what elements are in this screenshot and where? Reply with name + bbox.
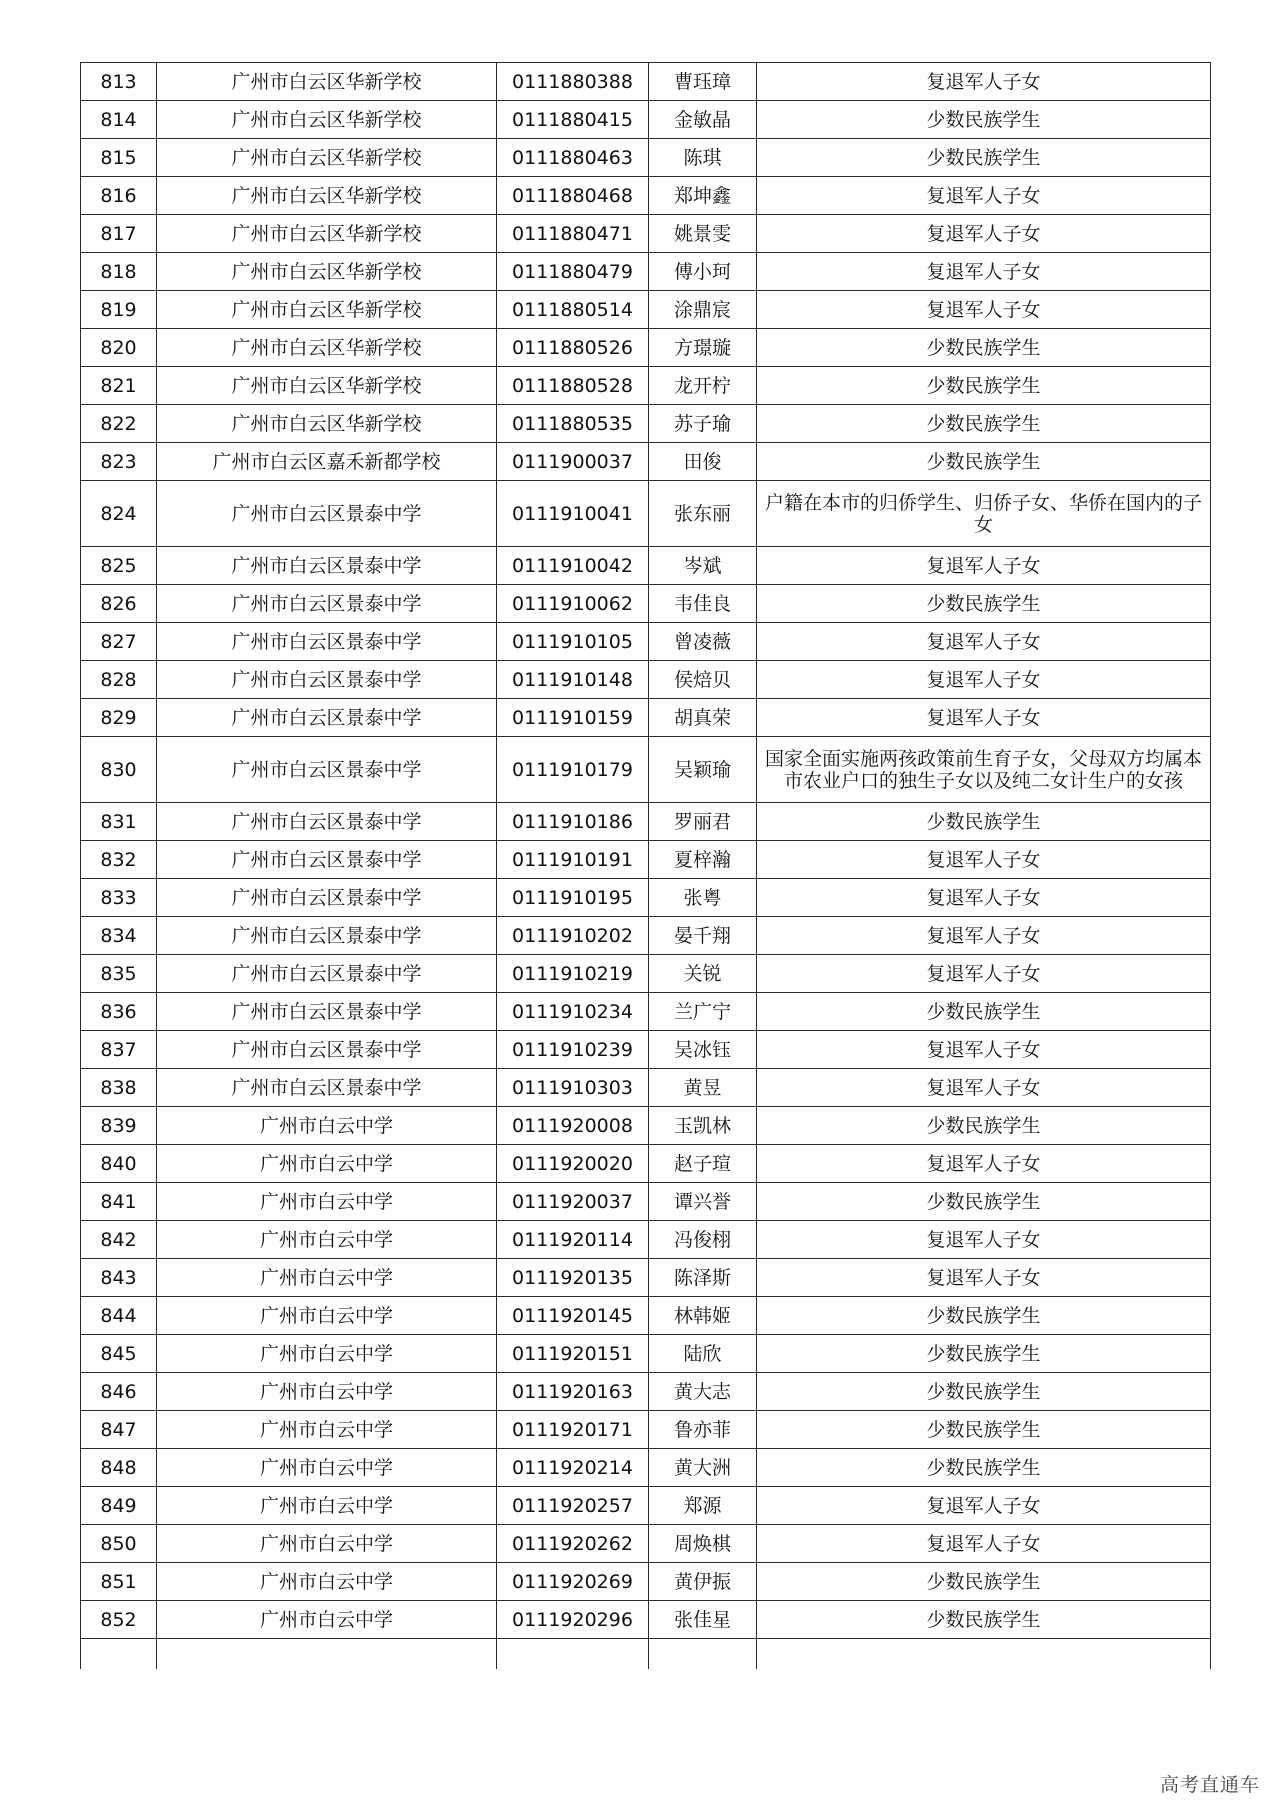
cell-student-id: 0111880528 [497,367,649,405]
cell-school: 广州市白云中学 [157,1221,497,1259]
table-row [81,803,1211,841]
cell-school: 广州市白云区华新学校 [157,253,497,291]
cell-category: 复退军人子女 [757,1259,1211,1297]
cell-student-id: 0111880479 [497,253,649,291]
cell-number: 841 [81,1183,157,1221]
cell-category: 复退军人子女 [757,291,1211,329]
cell-student-id: 0111910303 [497,1069,649,1107]
cell-name: 罗丽君 [649,803,757,841]
cell-school: 广州市白云区景泰中学 [157,803,497,841]
cell-category: 少数民族学生 [757,993,1211,1031]
cell-name: 黄大志 [649,1373,757,1411]
cell-student-id: 0111920145 [497,1297,649,1335]
table-row [81,1487,1211,1525]
cell-student-id: 0111910062 [497,585,649,623]
table-row [81,1145,1211,1183]
cell-school: 广州市白云区华新学校 [157,215,497,253]
cell-number: 819 [81,291,157,329]
cell-category: 复退军人子女 [757,1221,1211,1259]
cell-number: 838 [81,1069,157,1107]
cell-number: 830 [81,737,157,803]
cell-category: 户籍在本市的归侨学生、归侨子女、华侨在国内的子女 [757,481,1211,547]
cell-number: 815 [81,139,157,177]
cell-student-id: 0111920114 [497,1221,649,1259]
cell-number: 825 [81,547,157,585]
table-row [81,1601,1211,1639]
cell-school: 广州市白云区景泰中学 [157,737,497,803]
cell-category: 少数民族学生 [757,1449,1211,1487]
cell-number: 817 [81,215,157,253]
table-row [81,585,1211,623]
table-row [81,1411,1211,1449]
cell-school: 广州市白云中学 [157,1145,497,1183]
cell-number: 832 [81,841,157,879]
cell-empty [649,1639,757,1669]
cell-name: 胡真荣 [649,699,757,737]
table-row [81,367,1211,405]
cell-school: 广州市白云区华新学校 [157,405,497,443]
cell-category: 少数民族学生 [757,329,1211,367]
cell-student-id: 0111910191 [497,841,649,879]
cell-student-id: 0111910148 [497,661,649,699]
cell-name: 韦佳良 [649,585,757,623]
cell-name: 兰广宁 [649,993,757,1031]
table-row [81,101,1211,139]
table-body [81,63,1211,1669]
cell-school: 广州市白云区华新学校 [157,177,497,215]
cell-school: 广州市白云中学 [157,1487,497,1525]
cell-name: 金敏晶 [649,101,757,139]
table-row [81,253,1211,291]
cell-number: 828 [81,661,157,699]
table-row [81,481,1211,547]
cell-name: 鲁亦菲 [649,1411,757,1449]
cell-name: 涂鼎宸 [649,291,757,329]
cell-name: 吴冰钰 [649,1031,757,1069]
cell-name: 郑源 [649,1487,757,1525]
cell-number: 820 [81,329,157,367]
cell-number: 845 [81,1335,157,1373]
cell-student-id: 0111910042 [497,547,649,585]
cell-school: 广州市白云区景泰中学 [157,547,497,585]
table-row [81,547,1211,585]
cell-student-id: 0111910159 [497,699,649,737]
table-row [81,1449,1211,1487]
cell-number: 847 [81,1411,157,1449]
cell-number: 813 [81,63,157,101]
cell-student-id: 0111920171 [497,1411,649,1449]
cell-student-id: 0111910239 [497,1031,649,1069]
cell-category: 复退军人子女 [757,177,1211,215]
cell-category: 少数民族学生 [757,1411,1211,1449]
cell-school: 广州市白云中学 [157,1449,497,1487]
cell-student-id: 0111880415 [497,101,649,139]
cell-student-id: 0111910195 [497,879,649,917]
cell-category: 少数民族学生 [757,367,1211,405]
cell-school: 广州市白云中学 [157,1107,497,1145]
cell-name: 方璟璇 [649,329,757,367]
cell-category: 复退军人子女 [757,1487,1211,1525]
cell-category: 复退军人子女 [757,1525,1211,1563]
cell-school: 广州市白云区华新学校 [157,367,497,405]
table-row [81,841,1211,879]
cell-number: 848 [81,1449,157,1487]
cell-number: 839 [81,1107,157,1145]
table-row [81,1183,1211,1221]
cell-student-id: 0111910202 [497,917,649,955]
table-row [81,955,1211,993]
cell-category: 复退军人子女 [757,547,1211,585]
table-row [81,1031,1211,1069]
cell-student-id: 0111920037 [497,1183,649,1221]
cell-name: 侯焙贝 [649,661,757,699]
table-row-empty [81,1639,1211,1669]
cell-name: 张粤 [649,879,757,917]
table-row [81,1563,1211,1601]
cell-name: 陆欣 [649,1335,757,1373]
cell-number: 827 [81,623,157,661]
table-row [81,1335,1211,1373]
cell-category: 少数民族学生 [757,1335,1211,1373]
cell-school: 广州市白云区嘉禾新都学校 [157,443,497,481]
cell-student-id: 0111910179 [497,737,649,803]
cell-name: 岑斌 [649,547,757,585]
cell-name: 黄昱 [649,1069,757,1107]
cell-student-id: 0111910219 [497,955,649,993]
cell-school: 广州市白云区华新学校 [157,139,497,177]
table-row [81,443,1211,481]
cell-number: 844 [81,1297,157,1335]
cell-student-id: 0111880463 [497,139,649,177]
table-row [81,329,1211,367]
cell-category: 复退军人子女 [757,955,1211,993]
cell-number: 852 [81,1601,157,1639]
cell-category: 复退军人子女 [757,699,1211,737]
cell-name: 晏千翔 [649,917,757,955]
cell-school: 广州市白云中学 [157,1335,497,1373]
cell-number: 840 [81,1145,157,1183]
cell-category: 少数民族学生 [757,1183,1211,1221]
cell-school: 广州市白云中学 [157,1297,497,1335]
cell-number: 851 [81,1563,157,1601]
cell-name: 张东丽 [649,481,757,547]
cell-number: 829 [81,699,157,737]
cell-category: 国家全面实施两孩政策前生育子女，父母双方均属本市农业户口的独生子女以及纯二女计生户的女孩 [757,737,1211,803]
cell-student-id: 0111920163 [497,1373,649,1411]
cell-category: 少数民族学生 [757,1601,1211,1639]
cell-number: 836 [81,993,157,1031]
cell-name: 田俊 [649,443,757,481]
cell-category: 少数民族学生 [757,405,1211,443]
cell-name: 郑坤鑫 [649,177,757,215]
cell-category: 少数民族学生 [757,585,1211,623]
cell-category: 复退军人子女 [757,623,1211,661]
cell-name: 吴颖瑜 [649,737,757,803]
cell-number: 849 [81,1487,157,1525]
table-row [81,879,1211,917]
cell-school: 广州市白云区景泰中学 [157,699,497,737]
cell-category: 复退军人子女 [757,215,1211,253]
cell-student-id: 0111910105 [497,623,649,661]
cell-name: 姚景雯 [649,215,757,253]
cell-name: 林韩姬 [649,1297,757,1335]
table-row [81,1297,1211,1335]
table-row [81,1107,1211,1145]
cell-number: 826 [81,585,157,623]
cell-school: 广州市白云区华新学校 [157,329,497,367]
cell-student-id: 0111880535 [497,405,649,443]
table-row [81,1069,1211,1107]
cell-school: 广州市白云区华新学校 [157,63,497,101]
cell-category: 少数民族学生 [757,803,1211,841]
cell-school: 广州市白云区景泰中学 [157,955,497,993]
cell-student-id: 0111920008 [497,1107,649,1145]
cell-category: 少数民族学生 [757,1373,1211,1411]
cell-school: 广州市白云区景泰中学 [157,879,497,917]
cell-name: 周焕棋 [649,1525,757,1563]
cell-name: 谭兴誉 [649,1183,757,1221]
cell-school: 广州市白云中学 [157,1525,497,1563]
cell-school: 广州市白云区景泰中学 [157,841,497,879]
cell-student-id: 0111880468 [497,177,649,215]
cell-school: 广州市白云中学 [157,1373,497,1411]
cell-category: 复退军人子女 [757,879,1211,917]
cell-number: 824 [81,481,157,547]
table-row [81,917,1211,955]
cell-student-id: 0111920151 [497,1335,649,1373]
cell-name: 冯俊栩 [649,1221,757,1259]
cell-category: 少数民族学生 [757,1563,1211,1601]
watermark: 高考直通车 [1159,1774,1260,1796]
table-row [81,405,1211,443]
table-row [81,139,1211,177]
cell-category: 少数民族学生 [757,1107,1211,1145]
cell-number: 816 [81,177,157,215]
table-row [81,63,1211,101]
cell-name: 赵子瑄 [649,1145,757,1183]
cell-student-id: 0111920135 [497,1259,649,1297]
cell-category: 少数民族学生 [757,139,1211,177]
cell-name: 张佳星 [649,1601,757,1639]
table-row [81,993,1211,1031]
cell-school: 广州市白云中学 [157,1411,497,1449]
cell-category: 复退军人子女 [757,917,1211,955]
table-row [81,699,1211,737]
cell-school: 广州市白云区景泰中学 [157,661,497,699]
cell-name: 夏梓瀚 [649,841,757,879]
cell-school: 广州市白云中学 [157,1183,497,1221]
cell-student-id: 0111920262 [497,1525,649,1563]
cell-student-id: 0111920296 [497,1601,649,1639]
cell-category: 复退军人子女 [757,841,1211,879]
cell-empty [497,1639,649,1669]
table-row [81,291,1211,329]
cell-empty [157,1639,497,1669]
cell-number: 823 [81,443,157,481]
cell-student-id: 0111880471 [497,215,649,253]
cell-category: 复退军人子女 [757,1069,1211,1107]
cell-category: 复退军人子女 [757,1145,1211,1183]
cell-school: 广州市白云区景泰中学 [157,993,497,1031]
cell-name: 黄伊振 [649,1563,757,1601]
cell-student-id: 0111920020 [497,1145,649,1183]
table-row [81,215,1211,253]
cell-name: 曾凌薇 [649,623,757,661]
cell-school: 广州市白云区华新学校 [157,101,497,139]
cell-category: 复退军人子女 [757,661,1211,699]
table-row [81,1259,1211,1297]
table-row [81,177,1211,215]
cell-number: 818 [81,253,157,291]
student-list-table [80,62,1211,1669]
cell-category: 少数民族学生 [757,443,1211,481]
cell-name: 玉凯林 [649,1107,757,1145]
cell-school: 广州市白云中学 [157,1601,497,1639]
table-row [81,1373,1211,1411]
cell-school: 广州市白云中学 [157,1563,497,1601]
cell-student-id: 0111920214 [497,1449,649,1487]
cell-name: 黄大洲 [649,1449,757,1487]
cell-category: 少数民族学生 [757,101,1211,139]
cell-student-id: 0111910234 [497,993,649,1031]
cell-school: 广州市白云区景泰中学 [157,1031,497,1069]
table-row [81,623,1211,661]
cell-school: 广州市白云区景泰中学 [157,481,497,547]
table-row [81,737,1211,803]
cell-number: 842 [81,1221,157,1259]
cell-number: 833 [81,879,157,917]
cell-name: 曹珏璋 [649,63,757,101]
cell-student-id: 0111880388 [497,63,649,101]
cell-student-id: 0111920269 [497,1563,649,1601]
cell-number: 814 [81,101,157,139]
cell-number: 837 [81,1031,157,1069]
cell-student-id: 0111910041 [497,481,649,547]
cell-category: 复退军人子女 [757,253,1211,291]
cell-number: 831 [81,803,157,841]
cell-name: 关锐 [649,955,757,993]
cell-number: 846 [81,1373,157,1411]
cell-category: 复退军人子女 [757,63,1211,101]
cell-category: 复退军人子女 [757,1031,1211,1069]
cell-school: 广州市白云区景泰中学 [157,623,497,661]
table-row [81,1221,1211,1259]
cell-student-id: 0111910186 [497,803,649,841]
cell-empty [757,1639,1211,1669]
cell-number: 822 [81,405,157,443]
cell-school: 广州市白云区景泰中学 [157,1069,497,1107]
cell-school: 广州市白云区景泰中学 [157,917,497,955]
cell-student-id: 0111880526 [497,329,649,367]
table-row [81,661,1211,699]
cell-empty [81,1639,157,1669]
cell-student-id: 0111880514 [497,291,649,329]
table-row [81,1525,1211,1563]
cell-student-id: 0111900037 [497,443,649,481]
cell-number: 834 [81,917,157,955]
cell-school: 广州市白云区景泰中学 [157,585,497,623]
cell-number: 850 [81,1525,157,1563]
cell-name: 龙开柠 [649,367,757,405]
cell-school: 广州市白云区华新学校 [157,291,497,329]
cell-name: 陈泽斯 [649,1259,757,1297]
cell-student-id: 0111920257 [497,1487,649,1525]
cell-number: 821 [81,367,157,405]
cell-number: 843 [81,1259,157,1297]
cell-name: 陈琪 [649,139,757,177]
cell-school: 广州市白云中学 [157,1259,497,1297]
cell-name: 傅小珂 [649,253,757,291]
cell-name: 苏子瑜 [649,405,757,443]
cell-category: 少数民族学生 [757,1297,1211,1335]
cell-number: 835 [81,955,157,993]
